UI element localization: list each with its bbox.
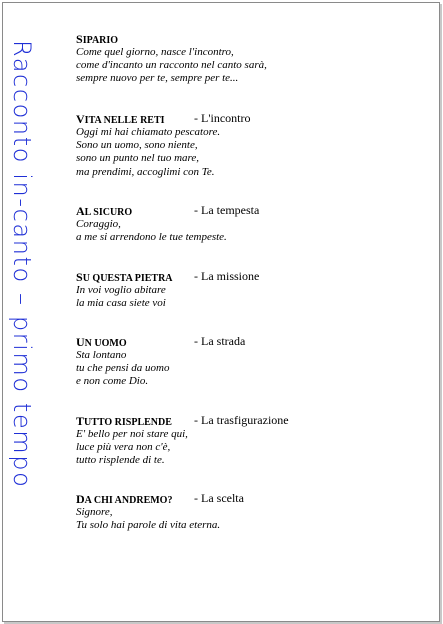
heading-subtitle: - La tempesta [194, 203, 260, 217]
heading-subtitle: - L'incontro [194, 111, 251, 125]
section-heading [76, 204, 416, 218]
heading-rest: IPARIO [82, 35, 119, 46]
side-title: Racconto in-canto – primo tempo [8, 40, 36, 489]
section-heading [76, 32, 416, 46]
verse-line: a me si arrendono le tue tempeste. [76, 231, 227, 244]
verse-line: Coraggio, [76, 218, 121, 230]
section-heading [76, 335, 416, 349]
verse-line: Signore, [76, 506, 113, 518]
verse-line: Come quel giorno, nasce l'incontro, [76, 46, 234, 58]
verse-line: sono un punto nel tuo mare, [76, 152, 200, 165]
section-heading [76, 414, 416, 428]
section-heading [76, 112, 416, 126]
heading-initial: A [76, 204, 85, 218]
section-un-uomo [76, 335, 416, 389]
section-lines [76, 126, 416, 179]
verse-line: E' bello per noi stare qui, [76, 428, 188, 440]
heading-rest: UTTO RISPLENDE [84, 417, 172, 428]
heading-subtitle: - La strada [194, 334, 246, 348]
section-lines [76, 506, 416, 532]
section-vita-nelle-reti [76, 112, 416, 179]
verse-line: tu che pensi da uomo [76, 362, 170, 375]
verse-line: e non come Dio. [76, 375, 149, 388]
verse-line: ma prendimi, accoglimi con Te. [76, 165, 215, 178]
verse-line: Oggi mi hai chiamato pescatore. [76, 126, 221, 138]
section-lines [76, 284, 416, 310]
heading-rest: L SICURO [84, 207, 133, 218]
heading-rest: A CHI ANDREMO? [84, 495, 173, 506]
verse-line: In voi voglio abitare [76, 284, 166, 296]
heading-rest: ITA NELLE RETI [84, 115, 165, 126]
section-heading [76, 492, 416, 506]
section-da-chi-andremo [76, 492, 416, 532]
heading-initial: S [76, 32, 83, 46]
verse-line: la mia casa siete voi [76, 297, 166, 310]
heading-subtitle: - La trasfigurazione [194, 413, 289, 427]
verse-line: Tu solo hai parole di vita eterna. [76, 519, 221, 532]
section-lines [76, 428, 416, 468]
heading-initial: S [76, 270, 83, 284]
section-heading [76, 270, 416, 284]
verse-line: tutto risplende di te. [76, 454, 165, 467]
section-lines [76, 46, 416, 86]
verse-line: luce più vera non c'è, [76, 441, 171, 454]
section-lines [76, 218, 416, 244]
section-lines [76, 349, 416, 389]
heading-rest: U QUESTA PIETRA [82, 273, 173, 284]
verse-line: come d'incanto un racconto nel canto sarà, [76, 59, 267, 72]
heading-subtitle: - La missione [194, 269, 260, 283]
section-su-questa-pietra [76, 270, 416, 310]
section-sipario [76, 32, 416, 86]
section-al-sicuro [76, 204, 416, 244]
heading-initial: U [76, 335, 85, 349]
heading-initial: D [76, 492, 85, 506]
verse-line: Sta lontano [76, 349, 127, 361]
heading-initial: V [76, 112, 85, 126]
heading-rest: N UOMO [84, 338, 127, 349]
section-tutto-risplende [76, 414, 416, 468]
heading-subtitle: - La scelta [194, 491, 244, 505]
verse-line: Sono un uomo, sono niente, [76, 139, 198, 152]
heading-initial: T [76, 414, 85, 428]
verse-line: sempre nuovo per te, sempre per te... [76, 72, 239, 85]
